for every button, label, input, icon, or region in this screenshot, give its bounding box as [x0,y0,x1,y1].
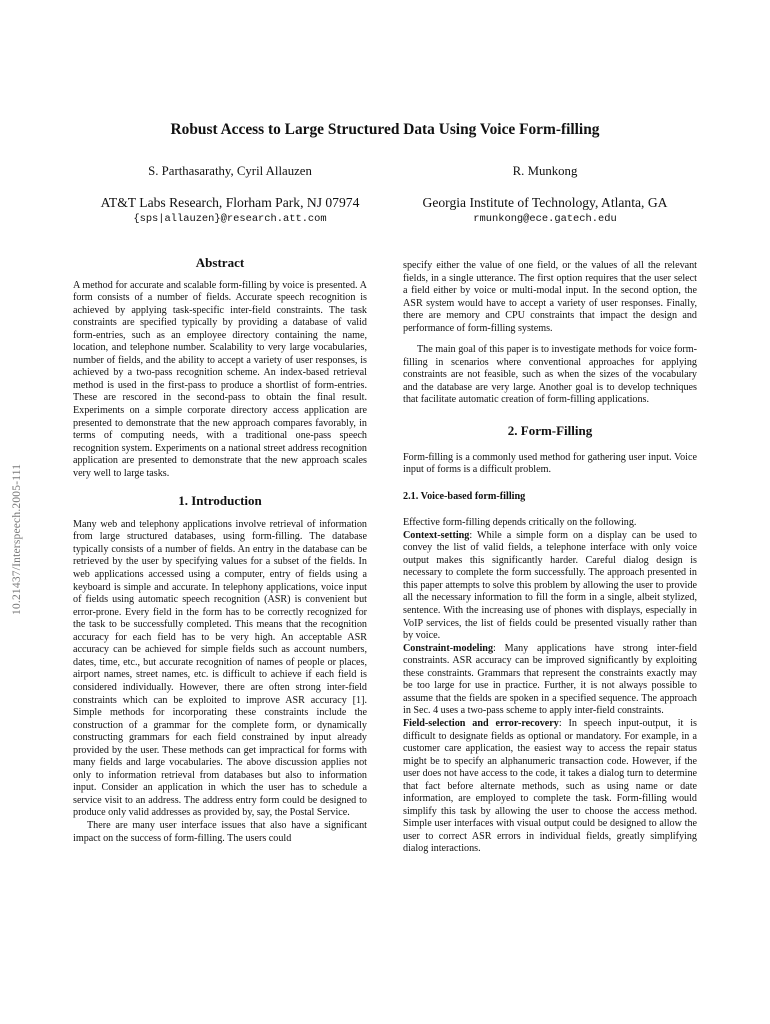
arxiv-identifier: 10.21437/Interspeech.2005-111 [11,463,23,615]
author-names-2: R. Munkong [512,164,578,178]
author-names-1: S. Parthasarathy, Cyril Allauzen [148,164,312,178]
item-context-setting-text: : While a simple form on a display can be used to convey the list of valid fields, a telephone interface with only voice output makes this significantly harder. Careful dialog design is necessary to complete the form successfully. The approach presented in this paper attempts to solve this problem by allowing the user to provide all the necessary information to fill the form in a single, albeit stylized, sentence. With the increasing use of phones with displays, especially in VoIP services, the list of fields could be presented visually rather than by voice. [403,529,697,642]
item-field-selection-lead: Field-selection and error-recovery [403,717,559,729]
item-constraint-modeling-lead: Constraint-modeling [403,642,494,654]
section-2-paragraph: Form-filling is a commonly used method for gathering user input. Voice input of forms is a difficult problem. [403,451,697,476]
right-paragraph-2: The main goal of this paper is to investigate methods for voice form-filling in scenarios where conventional approaches for applying constraints are not feasible, such as when the sizes of the vocabulary and the database are very large. Another goal is to develop techniques that facilitate automatic creation of form-filling applications. [403,344,697,406]
right-paragraph-1: specify either the value of one field, or the values of all the relevant fields, in a single utterance. The first option requires that the user select a field either by voice or multi-modal input. In the second option, the ASR system would have to accept a variety of user responses. Finally, there are memory and CPU constraints that impact the design and performance of form-filling systems. [403,260,697,334]
section-2-heading: 2. Form-Filling [507,423,593,439]
email-1: {sps|allauzen}@research.att.com [133,213,327,225]
paper-title: Robust Access to Large Structured Data Using Voice Form-filling [170,121,600,138]
item-context-setting-lead: Context-setting [403,529,470,541]
intro-paragraph-1: Many web and telephony applications involve retrieval of information from large structured databases, using form-filling. The database typically consists of a number of fields. An entry in the database can be retrieved by the user by specifying values for a subset of the fields. In web applications accessed using a computer, entry of fields using a keyboard is simple and accurate. In telephony applications, voice input of fields using automatic speech recognition (ASR) is convenient but error-prone. Every field in the form has to be correctly recognized for the task to be successfully completed. This means that the recognition accuracy for each field has to be very high. An acceptable ASR accuracy can be achieved for simple fields such as account numbers, dates, time, etc., but accurate recognition of names of people or places, airport names, street names, etc. is difficult to achieve if each field is considered individually. However, there are often strong inter-field constraints which can be exploited to improve ASR accuracy [1]. Simple methods for incorporating these constraints include the construction of a grammar for the complete form, or dynamically constructing grammars for each field constrained by input already provided by the user. These methods can get impractical for forms with many fields and large vocabularies. The above discussion applies not only to information retrieval from databases but also to information input. Consider an application in which the user has to schedule a service visit to an address. The address entry form could be designed to produce only valid addresses as provided by, say, the Postal Service. [73,518,367,819]
abstract-text: A method for accurate and scalable form-filling by voice is presented. A form consists of a number of fields. Accurate speech recognition is achieved by applying task-specific inter-field constraints. The task constraints are specified typically by providing a database of valid form-entries, such as an employee directory containing the name, location, and telephone number. Scalability to very large vocabularies, number of fields, and the ability to accept a variety of user responses, is achieved by a two-pass recognition scheme. An index-based retrieval method is used in the first-pass to produce a shortlist of form-entries. These are rescored in the second-pass to obtain the final result. Experiments on a simple corporate directory access application are presented to demonstrate that the new approach compares favorably, in terms of computing needs, with a traditional one-pass speech recognition system. Experiments on a national street address recognition application are presented to demonstrate that the new approach scales very well to large tasks. [73,279,367,479]
subsection-2-1-heading: 2.1. Voice-based form-filling [403,490,526,502]
subsection-intro: Effective form-filling depends critically on the following. [403,517,637,529]
item-constraint-modeling [403,643,697,718]
item-field-selection [403,718,697,856]
abstract-heading: Abstract [195,255,245,270]
affiliation-1: AT&T Labs Research, Florham Park, NJ 07974 [100,195,360,210]
email-2: rmunkong@ece.gatech.edu [473,213,617,225]
item-field-selection-text: : In speech input-output, it is difficult to designate fields as optional or mandatory. For example, in a customer care application, the easiest way to access the repair status might be to specify an alphanumeric transaction code. However, if the user does not have access to the code, it takes a dialog turn to determine that fact before alternate methods, such as using name or date information, are employed to complete the task. Form-filling would simplify this task by allowing the user to choose the access method. Simple user interfaces with visual output could be designed to allow the user to correct ASR errors in individual fields, greatly simplifying dialog interactions. [403,717,697,855]
intro-paragraph-2: There are many user interface issues that also have a significant impact on the success of form-filling. The users could [73,819,367,844]
right-column [403,260,697,856]
item-context-setting [403,530,697,643]
affiliation-2: Georgia Institute of Technology, Atlanta, GA [422,195,668,210]
intro-heading: 1. Introduction [178,493,262,509]
item-constraint-modeling-text: : Many applications have strong inter-field constraints. ASR accuracy can be improved significantly by exploiting these constraints. Grammars that represent the constraints exactly may be too large for use in practice. Further, it is not always possible to assume that the fields are spoken in a specified sequence. The approach in Sec. 4 uses a two-pass scheme to apply inter-field constraints. [403,642,697,717]
left-column [73,257,367,845]
